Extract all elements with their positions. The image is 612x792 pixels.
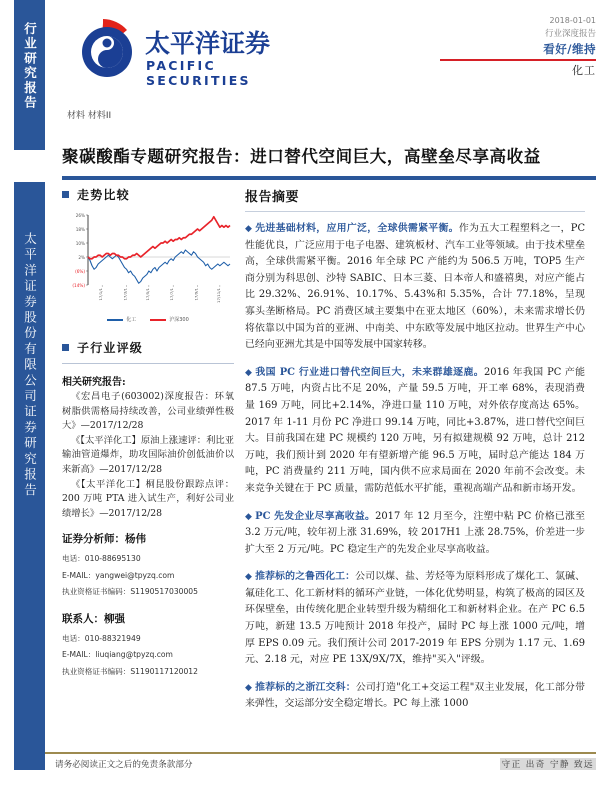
pacific-securities-logo-icon [67, 16, 139, 88]
y-axis-tick-label: 2% [78, 255, 85, 260]
diamond-bullet-icon: ◆ [245, 682, 253, 693]
sidebar-top-banner [14, 0, 45, 150]
summary-bullet-body: 2016 年我国 PC 产能 87.5 万吨，内资占比不足 20%，产量 59.5 万吨，开工率 68%，表现消费量 169 万吨，同比+2.14%，净进口量 110 万吨，对外依存度高达 65%。2017 年 1-11 月份 PC 净进口 99.14 万吨，同比+3.87%，进口替代空间巨大。目前我国在建 PC 规模约 120 万吨，另有拟建规模 92 万吨，总计 212 万吨，我们预计到 2020 年有望新增产能 96.5 万吨，届时总产能达 184 万吨，PC 消费量约 211 万吨，国内供不应求局面在 2020 年前不会改变。未来竞争关键在于 PC 质量，需防范低水平扩能，重视高端产品和新市场开发。 [245, 366, 586, 494]
title-divider [62, 176, 596, 180]
sidebar-bottom-banner [14, 182, 45, 770]
related-report-item[interactable]: 《宏昌电子(603002)深度报告：环氧树脂供需格局持续改善，公司业绩弹性极大》—2017/12/28 [62, 391, 234, 432]
x-axis-tick-label: 17/1/1 [98, 288, 104, 301]
contact-cert-number: 执业资格证书编码：S1190117120012 [62, 666, 198, 676]
left-column [62, 186, 234, 680]
y-axis-tick-label: 18% [75, 227, 85, 232]
summary-bullet [245, 569, 585, 669]
summary-bullet-body: 2017 年 12 月至今，注塑中粘 PC 价格已涨至 3.2 万元/吨，较年初上涨 31.69%，较 2017H1 上涨 28.75%，价差进一步扩大至 2 万元/吨。PC 稳定生产的先发企业尽享高收益。 [245, 510, 586, 555]
sidebar-bottom-label: 太平洋证券股份有限公司证券研究报告 [22, 232, 38, 499]
summary-bullet [245, 365, 585, 498]
x-axis-tick-label: 17/3/1 [122, 288, 128, 301]
y-axis-tick-label: (14%) [72, 283, 85, 288]
contact-email[interactable]: E-MAIL：liuqiang@tpyzq.com [62, 650, 173, 660]
diamond-bullet-icon: ◆ [245, 224, 253, 234]
x-axis-tick-label: 17/9/1 [193, 288, 199, 301]
legend-item-0 [107, 316, 136, 323]
analyst-email[interactable]: E-MAIL：yangwei@tpyzq.com [62, 570, 175, 580]
legend-swatch-1 [150, 319, 166, 321]
summary-bullet-lead: 先进基础材料，应用广泛，全球供需紧平衡。 [255, 223, 459, 234]
page-footer [55, 758, 596, 770]
related-report-item[interactable]: 《【太平洋化工】原油上涨速评：利比亚输油管道爆炸，助攻国际油价创低油价以来新高》—2017/12/28 [62, 434, 234, 475]
legend-swatch-0 [107, 319, 123, 321]
subsector-rating-heading [62, 339, 234, 356]
analyst-phone: 电话：010-88695130 [62, 554, 141, 564]
logo-text-english: PACIFIC SECURITIES [146, 58, 251, 88]
y-axis-tick-label: (6%) [75, 269, 85, 274]
diamond-bullet-icon: ◆ [245, 511, 253, 522]
summary-column [245, 186, 585, 724]
page-title: 聚碳酸酯专题研究报告：进口替代空间巨大，高壁垒尽享高收益 [62, 147, 541, 166]
logo-text-chinese: 太平洋证券 [145, 29, 271, 58]
related-reports-heading: 相关研究报告: [62, 377, 126, 388]
contact-phone: 电话：010-88321949 [62, 633, 141, 643]
summary-bullet-lead: 推荐标的之浙江交科： [255, 681, 356, 693]
bullet-square-icon [62, 191, 69, 198]
y-axis-tick-label: 26% [75, 213, 85, 218]
left-column-divider [62, 363, 234, 364]
x-axis-tick-label: 17/5/1 [144, 288, 150, 301]
legend-item-1 [150, 316, 189, 323]
chart-section-heading [62, 186, 234, 203]
analyst-heading: 证券分析师：杨伟 [62, 533, 146, 546]
diamond-bullet-icon: ◆ [245, 367, 253, 378]
chart-series-line [88, 217, 230, 259]
x-axis-tick-label: 17/7/1 [169, 288, 175, 301]
page-header [55, 12, 596, 124]
summary-bullet-lead: 我国 PC 行业进口替代空间巨大，未来群雄逐鹿。 [255, 366, 485, 378]
summary-bullet-body: 作为五大工程塑料之一，PC 性能优良，广泛应用于电子电器、建筑板材、汽车工业等领域。由于技术壁垒高，全球供需紧平衡。2016 年全球 PC 产能约为 506.5 万吨，TOP5 生产商分别为科思创、沙特 SABIC、日本三菱、日本帝人和盛禧奥，对应产能占比 29.32%、26.91%、10.17%、5.43%和 5.35%，合计 77.18%，呈现寡头垄断格局。PC 消费区域主要集中在亚太地区（60%），未来需求增长仍将依靠以中国为首的亚洲、中南美、中东欧等发展中地区拉动。世界生产中心已经向亚洲尤其是中国等发展中国家转移。 [245, 223, 586, 351]
footer-divider [45, 752, 596, 754]
summary-bullet [245, 509, 585, 559]
header-red-divider [440, 59, 596, 61]
legend-label-0: 化工 [126, 317, 137, 323]
footer-disclaimer: 请务必阅读正文之后的免责条款部分 [55, 760, 193, 770]
report-date: 2018-01-01 [549, 16, 596, 25]
summary-bullet-lead: 推荐标的之鲁西化工： [255, 571, 356, 583]
summary-bullet-lead: PC 先发企业尽享高收益。 [255, 510, 376, 522]
footer-motto: 守正 出奇 宁静 致远 [501, 760, 594, 770]
chart-heading-label: 走势比较 [77, 188, 130, 202]
chart-legend [62, 316, 234, 323]
rating-badge: 看好/维持 [543, 42, 596, 56]
trend-comparison-chart [62, 207, 234, 325]
summary-bullet [245, 680, 585, 713]
report-type: 行业深度报告 [544, 29, 596, 39]
header-meta-block [396, 14, 596, 79]
company-logo [67, 16, 297, 88]
analyst-cert-number: 执业资格证书编码：S1190517030005 [62, 587, 198, 597]
subsector-rating-label: 子行业评级 [77, 341, 144, 355]
summary-divider [245, 211, 585, 212]
summary-bullet [245, 221, 585, 354]
summary-bullet-body: 公司以煤、盐、芳烃等为原料形成了煤化工、氯碱、氟硅化工、化工新材料的循环产业链，一体化优势明显，构筑了极高的园区及环保壁垒，由传统化肥企业转型升级为精细化工和新材料企业。在产 PC 6.5 万吨，新建 13.5 万吨预计 2018 年投产，届时 PC 每上涨 1000 元/吨，增厚 EPS 0.09 元。我们预计公司 2017-2019 年 EPS 分别为 1.17 元、1.69 元、2.18 元，对应 PE 13X/9X/7X，维持"买入"评级。 [245, 571, 585, 666]
trend-chart-svg [62, 207, 234, 315]
related-report-item[interactable]: 《【太平洋化工】桐昆股份跟踪点评：200 万吨 PTA 进入试生产，利好公司业绩增长》—2017/12/28 [62, 478, 234, 519]
legend-label-1: 沪深300 [169, 317, 189, 323]
x-axis-tick-label: 17/11/1 [215, 288, 221, 303]
contact-heading: 联系人：柳强 [62, 612, 125, 625]
sidebar-top-label: 行业研究报告 [22, 22, 38, 111]
diamond-bullet-icon: ◆ [245, 572, 253, 583]
summary-heading: 报告摘要 [245, 190, 300, 205]
bullet-square-icon [62, 344, 69, 351]
sector-tag: 材料 材料II [67, 111, 112, 121]
summary-bullet-body: 公司打造"化工+交运工程"双主业发展，化工部分带来弹性，交运部分安全稳定增长。PC 每上涨 1000 [245, 681, 585, 710]
sector-name: 化工 [572, 64, 596, 78]
summary-bullet-list [245, 221, 585, 713]
y-axis-tick-label: 10% [75, 241, 85, 246]
